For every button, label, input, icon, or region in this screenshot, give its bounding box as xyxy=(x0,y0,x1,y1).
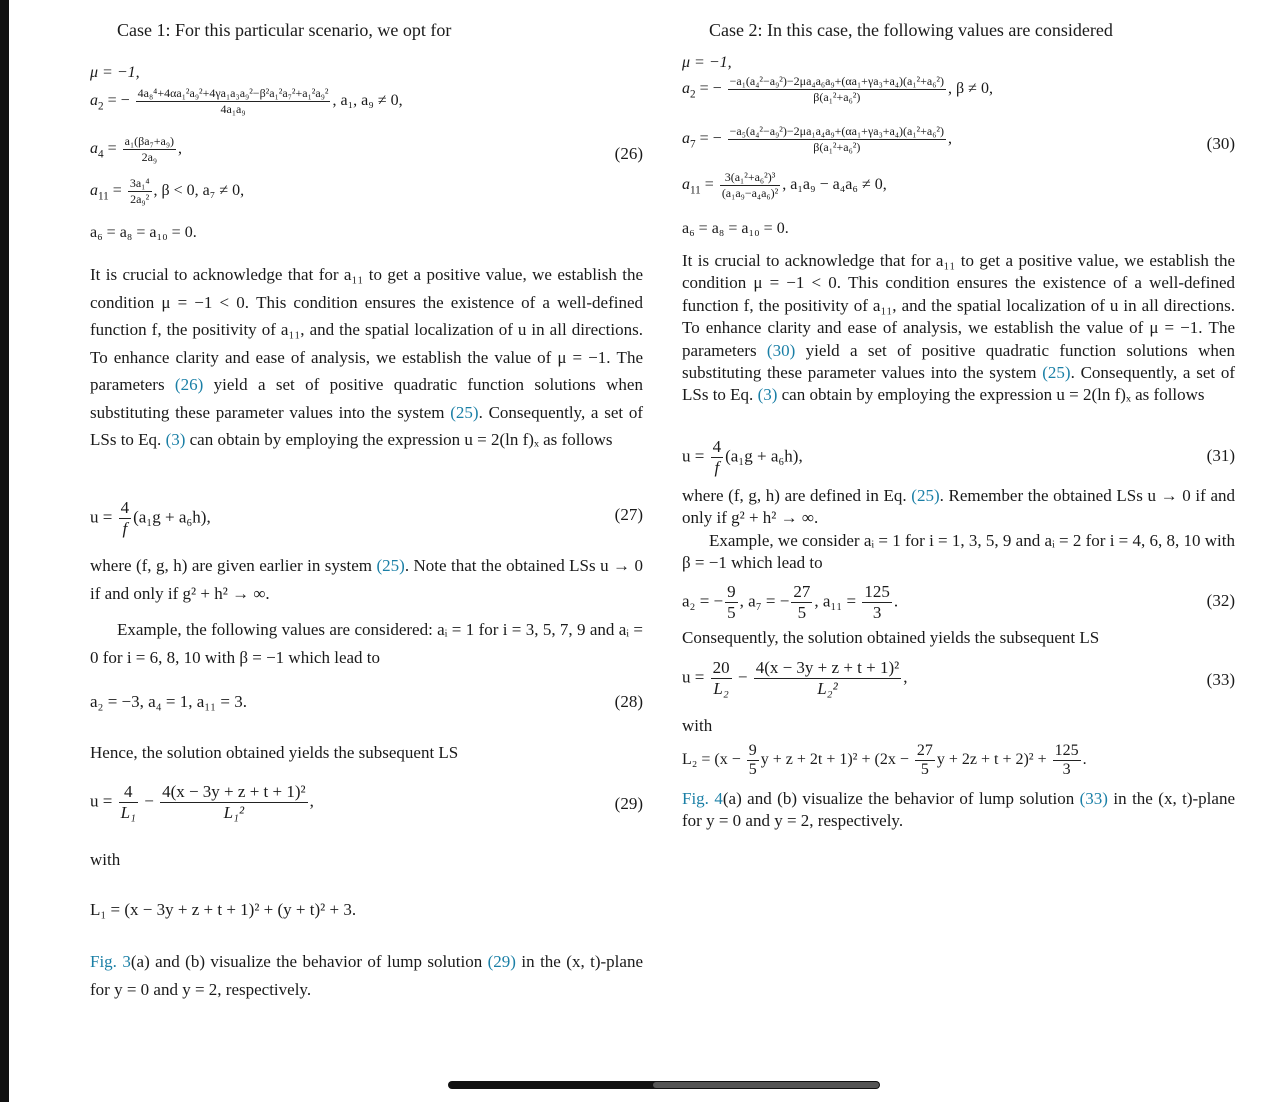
right-fig-caption: Fig. 4(a) and (b) visualize the behavior of lump solution (33) in the (x, t)-plane for y = 0 and y = 2, respectively. xyxy=(682,789,1235,831)
eq26-a11: $a_{11}$ = $\frac{\text{3a₁⁴}}{\text{2a₉²}}$ , β < 0, a₇ ≠ 0, xyxy=(90,176,245,206)
eq30-number: (30) xyxy=(1206,134,1235,153)
left-fig-caption: Fig. 3(a) and (b) visualize the behavior of lump solution (29) in the (x, t)-plane for y = 0 and y = 2, respectively. xyxy=(90,952,643,999)
equation-32: a₂ = − $\frac{9}{5}$ , a₇ = − $\frac{27}{5}$ , a₁₁ = $\frac{125}{3}$ . xyxy=(682,582,899,622)
equation-31: u = $\frac{4}{f}$ (a₁g + a₆h), xyxy=(682,437,803,477)
eq33-number: (33) xyxy=(1206,670,1235,689)
right-paragraph-1: It is crucial to acknowledge that for a₁₁ to get a positive value, we establish the condition μ = −1 < 0. This condition ensures the existence of a well-defined function f, the positivity of a₁₁, and the spatial localization of u in all directions. To enhance clarity and ease of analysis, we establish the value of μ = −1. The parameters (30) yield a set of positive quadratic function solutions when substituting these parameter values into the system (25). Consequently, a set of LSs to Eq. (3) can obtain by employing the expression u = 2(ln f)ₓ as follows xyxy=(682,251,1235,405)
equation-33: u = $\frac{20}{\text{L₂}}$ − $\frac{\text{4(x − 3y + z + t + 1)²}}{\text{L₂²}}$ , xyxy=(682,658,908,698)
equation-29: u = $\frac{4}{\text{L₁}}$ − $\frac{\text{4(x − 3y + z + t + 1)²}}{\text{L₁²}}$ , xyxy=(90,782,314,822)
left-edge-bar xyxy=(0,0,9,1102)
eq26-zero-line: a₆ = a₈ = a₁₀ = 0. xyxy=(90,224,197,241)
eq26-a2-cond: , a₁, a₉ ≠ 0, xyxy=(332,92,403,110)
eq30-a2-num: −a₁(a₄²−a₉²)−2μa₄a₆a₉+(αa₁+γa₃+a₄)(a₁²+a₆²) xyxy=(729,74,945,88)
eq30-a11-cond: , a₁a₉ − a₄a₆ ≠ 0, xyxy=(782,176,887,194)
eq28-number: (28) xyxy=(614,692,643,711)
eq30-a11-den: (a₁a₉−a₄a₆)² xyxy=(721,186,779,200)
scroll-indicator[interactable] xyxy=(448,1081,880,1089)
eq30-a11-num: 3(a₁²+a₆²)³ xyxy=(720,170,780,186)
scroll-indicator-thumb[interactable] xyxy=(653,1082,879,1088)
eq26-mu: μ = −1, xyxy=(90,64,140,81)
equation-L2: L₂ = (x − $\frac{9}{5}$ y + z + 2t + 1)² + (2x − $\frac{27}{5}$ y + 2z + t + 2)² + $\frac{125}{3}$ . xyxy=(682,742,1087,778)
right-paragraph-3: Example, we consider aᵢ = 1 for i = 1, 3, 5, 9 and aᵢ = 2 for i = 4, 6, 8, 10 with β = −1 which lead to xyxy=(682,531,1235,573)
eq30-a7-den: β(a₁²+a₆²) xyxy=(813,140,861,154)
ref-25-link-2[interactable]: (25) xyxy=(376,556,405,575)
eq30-a2-den: β(a₁²+a₆²) xyxy=(813,90,861,104)
eq26-a4-num: a₁(βa₇+a₉) xyxy=(124,134,175,148)
equation-L1: L₁ = (x − 3y + z + t + 1)² + (y + t)² + 3. xyxy=(90,900,357,919)
eq30-a7: $a_7$ = − $\frac{\text{−a₅(a₄²−a₉²)−2μa₁a₄a₉+(αa₁+γa₃+a₄)(a₁²+a₆²)}}{\text{β(a₁²+a₆²)}}$ , xyxy=(682,124,953,154)
right-with: with xyxy=(682,716,713,735)
eq26-number: (26) xyxy=(614,144,643,163)
left-paragraph-4: Hence, the solution obtained yields the subsequent LS xyxy=(90,743,459,762)
left-with: with xyxy=(90,850,121,869)
eq26-a11-cond: , β < 0, a₇ ≠ 0, xyxy=(153,182,245,200)
eq30-a2-cond: , β ≠ 0, xyxy=(948,80,993,98)
eq30-a11: $a_{11}$ = $\frac{\text{3(a₁²+a₆²)³}}{\text{(a₁a₉−a₄a₆)²}}$ , a₁a₉ − a₄a₆ ≠ 0, xyxy=(682,170,887,200)
eq27-number: (27) xyxy=(614,505,643,524)
eq26-a11-num: 3a₁⁴ xyxy=(129,176,150,190)
ref-3-link[interactable]: (3) xyxy=(165,430,186,449)
left-paragraph-2: where (f, g, h) are given earlier in system (25). Note that the obtained LSs u → 0 if and only if g² + h² → ∞. xyxy=(90,556,643,603)
ref-25-link[interactable]: (25) xyxy=(450,402,479,422)
left-paragraph-1: It is crucial to acknowledge that for a₁₁ to get a positive value, we establish the condition μ = −1 < 0. This condition ensures the existence of a well-defined function f, the positivity of a₁₁, and the spatial localization of u in all directions. To enhance clarity and ease of analysis, we establish the value of μ = −1. The parameters (26) yield a set of positive quadratic function solutions when substituting these parameter values into the system (25). Consequently, a set of LSs to Eq. (3) can obtain by employing the expression u = 2(ln f)ₓ as follows xyxy=(90,265,643,449)
eq31-number: (31) xyxy=(1206,446,1235,465)
equation-27: u = $\frac{4}{f}$ (a₁g + a₆h), xyxy=(90,498,211,538)
right-paragraph-2: where (f, g, h) are defined in Eq. (25). Remember the obtained LSs u → 0 if and only if g² + h² → ∞. xyxy=(682,486,1235,528)
ref-3-link-r[interactable]: (3) xyxy=(757,385,778,405)
right-paragraph-4: Consequently, the solution obtained yields the subsequent LS xyxy=(682,628,1100,647)
eq32-number: (32) xyxy=(1206,591,1235,610)
ref-30-link[interactable]: (30) xyxy=(766,340,796,360)
case2-heading: Case 2: In this case, the following values are considered xyxy=(709,20,1113,40)
ref-25-link-r2[interactable]: (25) xyxy=(911,486,940,505)
fig4-link[interactable]: Fig. 4 xyxy=(682,789,723,808)
eq26-a4: $a_4$ = $\frac{\text{a₁(βa₇+a₉)}}{\text{2a₉}}$ , xyxy=(90,134,183,164)
eq30-a7-num: −a₅(a₄²−a₉²)−2μa₁a₄a₉+(αa₁+γa₃+a₄)(a₁²+a₆²) xyxy=(729,124,945,138)
eq29-number: (29) xyxy=(614,794,643,813)
eq26-a4-den: 2a₉ xyxy=(141,150,158,164)
ref-25-link-r[interactable]: (25) xyxy=(1042,363,1071,383)
eq26-a2-num: 4a₈⁴+4αa₁²a₉²+4γa₁a₃a₉²−β²a₁²a₇²+a₁²a₉² xyxy=(137,86,329,100)
eq26-a2: $a_2$ = − $\frac{\text{4a₈⁴+4αa₁²a₉²+4γa₁a₃a₉²−β²a₁²a₇²+a₁²a₉²}}{\text{4a₁a₉}}$ , a₁, a₉ ≠ 0, xyxy=(90,86,403,116)
ref-26-link[interactable]: (26) xyxy=(174,375,204,394)
eq30-a2: $a_2$ = − $\frac{\text{−a₁(a₄²−a₉²)−2μa₄a₆a₉+(αa₁+γa₃+a₄)(a₁²+a₆²)}}{\text{β(a₁²+a₆²)}}$ , β ≠ 0, xyxy=(682,74,993,104)
eq30-mu: μ = −1, xyxy=(682,54,732,71)
ref-33-link[interactable]: (33) xyxy=(1079,789,1108,808)
case1-heading: Case 1: For this particular scenario, we opt for xyxy=(117,20,452,40)
fig3-link[interactable]: Fig. 3 xyxy=(90,952,131,971)
equation-28: a₂ = −3, a₄ = 1, a₁₁ = 3. xyxy=(90,692,247,711)
eq26-a2-den: 4a₁a₉ xyxy=(220,102,246,116)
left-paragraph-3: Example, the following values are considered: aᵢ = 1 for i = 3, 5, 7, 9 and aᵢ = 0 for i = 6, 8, 10 with β = −1 which lead to xyxy=(90,620,643,667)
eq26-a11-den: 2a₉² xyxy=(130,192,150,206)
ref-29-link[interactable]: (29) xyxy=(487,952,516,971)
eq30-zero-line: a₆ = a₈ = a₁₀ = 0. xyxy=(682,220,789,237)
